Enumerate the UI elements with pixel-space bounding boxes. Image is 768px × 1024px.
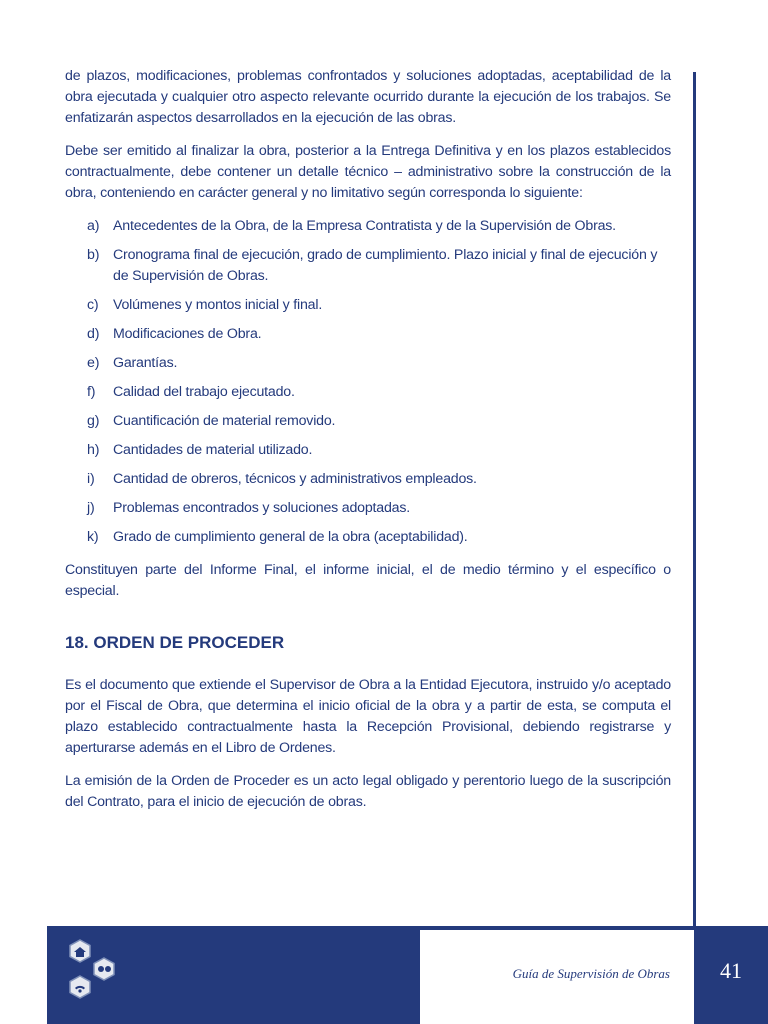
after-list-paragraph: Constituyen parte del Informe Final, el informe inicial, el de medio término y el específico o especial. [65, 562, 671, 599]
list-text: Cantidades de material utilizado. [113, 442, 313, 458]
list-text: Garantías. [113, 355, 178, 371]
list-text: Cuantificación de material removido. [113, 413, 336, 429]
page-body [65, 66, 671, 825]
list-text: Volúmenes y montos inicial y final. [113, 297, 323, 313]
list-text: Cantidad de obreros, técnicos y administrativos empleados. [113, 471, 477, 487]
margin-rule [693, 72, 696, 928]
list-marker: c) [87, 297, 99, 313]
list-text: Cronograma final de ejecución, grado de cumplimiento. Plazo inicial y final de ejecución y de Supervisión de Obras. [113, 247, 658, 284]
list-marker: g) [87, 413, 100, 429]
intro-paragraph-2: Debe ser emitido al finalizar la obra, posterior a la Entrega Definitiva y en los plazos establecidos contractualmente, debe contener un detalle técnico – administrativo sobre la construcción de la obra, conteniendo en carácter general y no limitativo según corresponda lo siguiente: [65, 143, 671, 201]
list-marker: a) [87, 218, 100, 234]
list-text: Problemas encontrados y soluciones adoptadas. [113, 500, 411, 516]
list-marker: e) [87, 355, 100, 371]
list-marker: i) [87, 471, 95, 487]
contents-list [65, 216, 671, 548]
list-text: Antecedentes de la Obra, de la Empresa Contratista y de la Supervisión de Obras. [113, 218, 616, 234]
section-paragraph-2: La emisión de la Orden de Proceder es un acto legal obligado y perentorio luego de la suscripción del Contrato, para el inicio de ejecución de obras. [65, 773, 671, 810]
list-item [65, 245, 671, 287]
hexagon-emblem-icon [60, 938, 124, 1010]
intro-paragraph-1: de plazos, modificaciones, problemas confrontados y soluciones adoptadas, aceptabilidad de la obra ejecutada y cualquier otro aspecto relevante ocurrido durante la ejecución de los trabajos. Se enfatizarán aspectos desarrollados en la ejecución de las obras. [65, 68, 671, 126]
list-item [65, 295, 671, 316]
page-number: 41 [720, 958, 742, 983]
list-text: Calidad del trabajo ejecutado. [113, 384, 295, 400]
list-marker: k) [87, 529, 99, 545]
list-item [65, 440, 671, 461]
list-item [65, 382, 671, 403]
section-heading: 18. ORDEN DE PROCEDER [65, 633, 285, 652]
list-text: Modificaciones de Obra. [113, 326, 262, 342]
list-item [65, 527, 671, 548]
list-marker: h) [87, 442, 100, 458]
section-paragraph-1: Es el documento que extiende el Supervisor de Obra a la Entidad Ejecutora, instruido y/o aceptado por el Fiscal de Obra, que determina el inicio oficial de la obra y a partir de esta, se computa el plazo establecido contractualmente hasta la Recepción Provisional, debiendo registrarse y aperturarse además en el Libro de Ordenes. [65, 677, 671, 756]
list-item [65, 324, 671, 345]
list-marker: f) [87, 384, 96, 400]
book-title: Guía de Supervisión de Obras [512, 966, 670, 981]
list-text: Grado de cumplimiento general de la obra (aceptabilidad). [113, 529, 468, 545]
list-item [65, 469, 671, 490]
list-marker: d) [87, 326, 100, 342]
list-item [65, 353, 671, 374]
list-item [65, 216, 671, 237]
list-item [65, 411, 671, 432]
list-marker: j) [87, 500, 95, 516]
list-item [65, 498, 671, 519]
list-marker: b) [87, 247, 100, 263]
